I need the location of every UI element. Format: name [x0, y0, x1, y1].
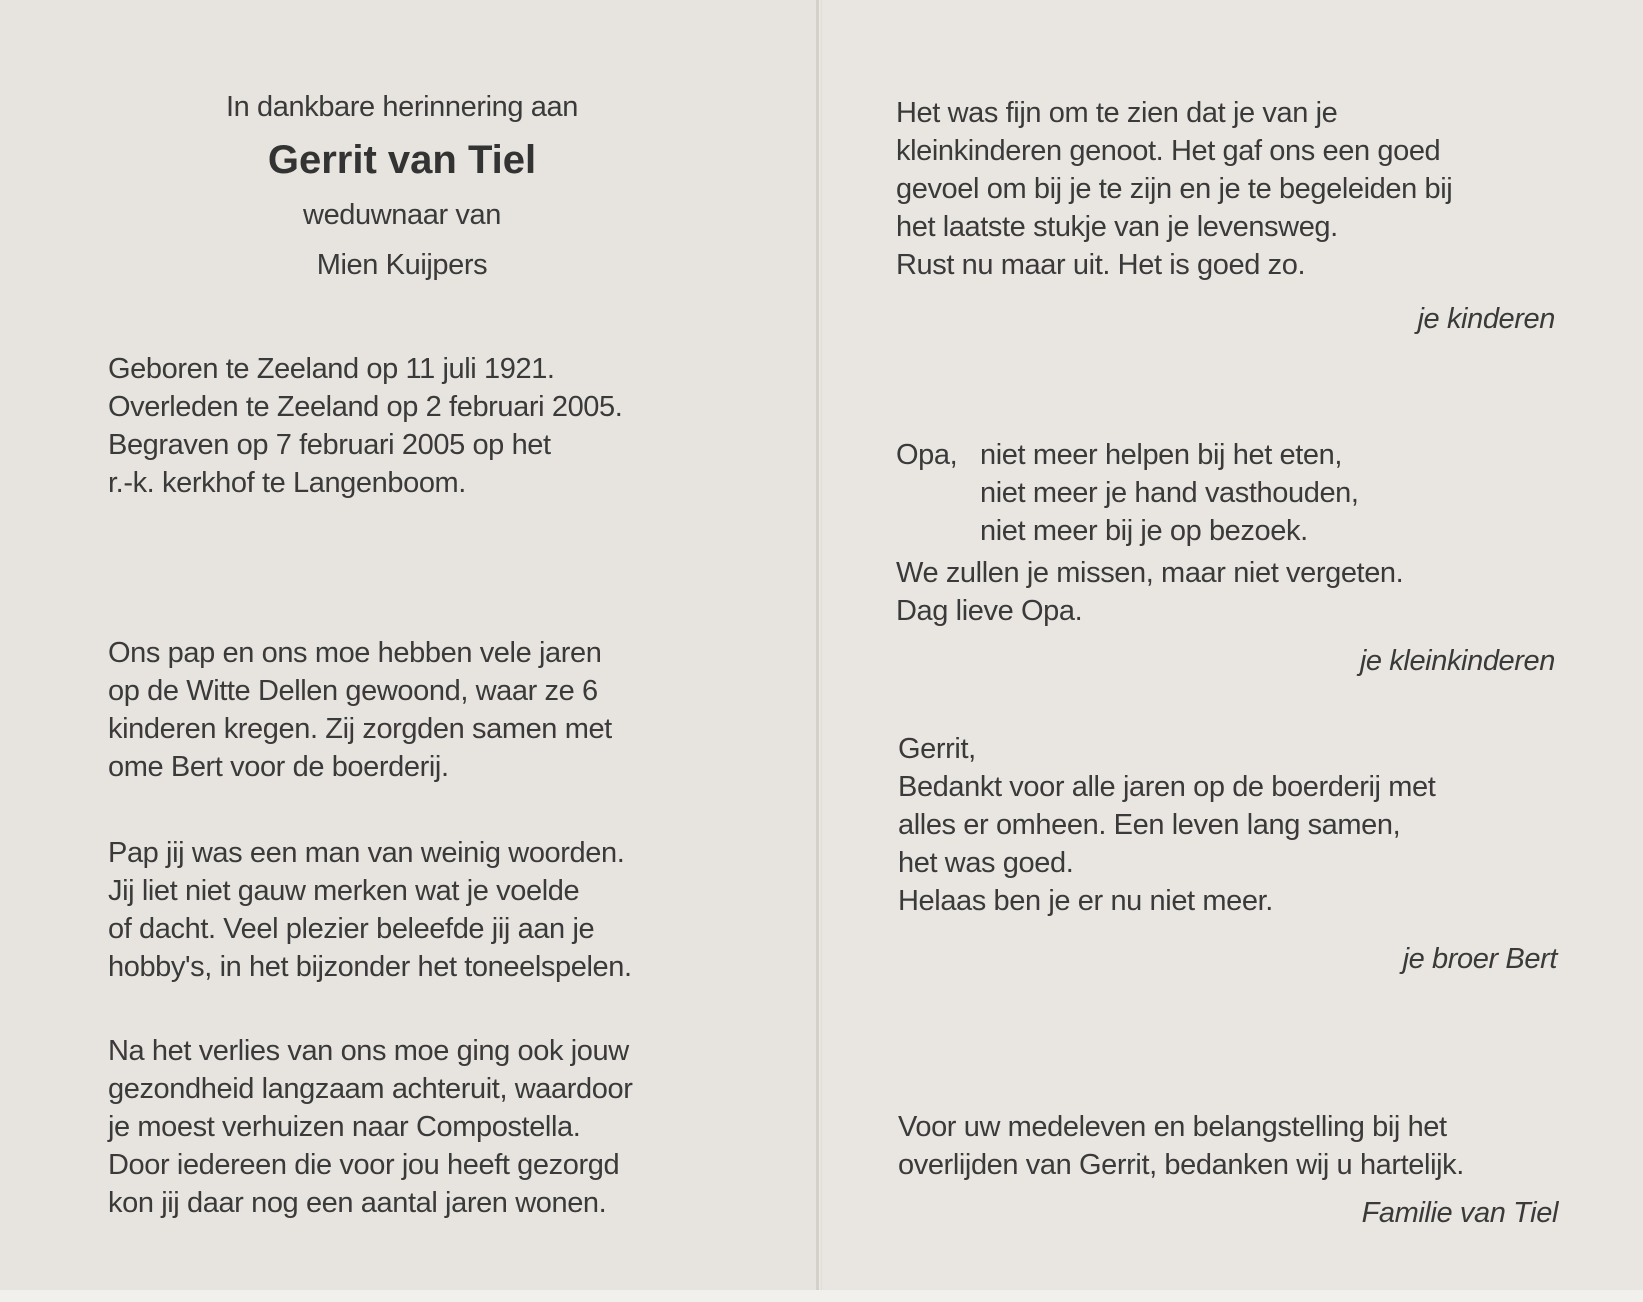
- grandchildren-message: [980, 436, 1359, 550]
- text-line: Pap jij was een man van weinig woorden.: [108, 837, 625, 869]
- text-line: kleinkinderen genoot. Het gaf ons een goed: [896, 135, 1441, 167]
- text-line: het laatste stukje van je levensweg.: [896, 211, 1338, 243]
- family-signature: Familie van Tiel: [1361, 1197, 1558, 1229]
- children-signature: je kinderen: [1417, 303, 1555, 335]
- brother-signature: je broer Bert: [1402, 943, 1557, 975]
- text-line: Bedankt voor alle jaren op de boerderij met: [898, 771, 1436, 803]
- paragraph-farm: [108, 634, 612, 786]
- text-line: niet meer bij je op bezoek.: [980, 515, 1308, 547]
- text-line: Gerrit,: [898, 733, 976, 765]
- text-line: hobby's, in het bijzonder het toneelspelen.: [108, 951, 632, 983]
- paragraph-health: [108, 1032, 632, 1222]
- text-line: We zullen je missen, maar niet vergeten.: [896, 557, 1404, 589]
- text-line: Voor uw medeleven en belangstelling bij het: [898, 1111, 1447, 1143]
- text-line: Dag lieve Opa.: [896, 595, 1083, 627]
- heading: In dankbare herinnering aan: [226, 91, 578, 123]
- text-line: Na het verlies van ons moe ging ook jouw: [108, 1035, 629, 1067]
- text-line: gezondheid langzaam achteruit, waardoor: [108, 1073, 633, 1105]
- dates-line: Begraven op 7 februari 2005 op het: [108, 429, 551, 461]
- text-line: Rust nu maar uit. Het is goed zo.: [896, 249, 1306, 281]
- grandchildren-signature: je kleinkinderen: [1359, 645, 1555, 677]
- text-line: Door iedereen die voor jou heeft gezorgd: [108, 1149, 620, 1181]
- text-line: niet meer helpen bij het eten,: [980, 439, 1343, 471]
- grandchildren-opa: Opa,: [896, 439, 958, 471]
- text-line: Ons pap en ons moe hebben vele jaren: [108, 637, 602, 669]
- text-line: Het was fijn om te zien dat je van je: [896, 97, 1338, 129]
- text-line: het was goed.: [898, 847, 1074, 879]
- text-line: Jij liet niet gauw merken wat je voelde: [108, 875, 580, 907]
- text-line: op de Witte Dellen gewoond, waar ze 6: [108, 675, 598, 707]
- text-line: gevoel om bij je te zijn en je te begeleiden bij: [896, 173, 1453, 205]
- deceased-name: Gerrit van Tiel: [267, 138, 537, 182]
- text-line: alles er omheen. Een leven lang samen,: [898, 809, 1401, 841]
- text-line: je moest verhuizen naar Compostella.: [108, 1111, 581, 1143]
- text-line: Helaas ben je er nu niet meer.: [898, 885, 1273, 917]
- dates-line: r.-k. kerkhof te Langenboom.: [108, 467, 466, 499]
- text-line: kon jij daar nog een aantal jaren wonen.: [108, 1187, 607, 1219]
- spouse-name: Mien Kuijpers: [316, 249, 488, 281]
- dates-line: Overleden te Zeeland op 2 februari 2005.: [108, 391, 623, 423]
- dates-block: [108, 350, 622, 502]
- text-line: niet meer je hand vasthouden,: [980, 477, 1359, 509]
- card-bottom-edge: [0, 1290, 1643, 1302]
- text-line: ome Bert voor de boerderij.: [108, 751, 449, 783]
- widower-line: weduwnaar van: [303, 199, 501, 231]
- text-line: overlijden van Gerrit, bedanken wij u hartelijk.: [898, 1149, 1464, 1181]
- grandchildren-closing: [896, 554, 1403, 630]
- text-line: kinderen kregen. Zij zorgden samen met: [108, 713, 612, 745]
- dates-line: Geboren te Zeeland op 11 juli 1921.: [108, 353, 555, 385]
- children-message: [896, 94, 1452, 284]
- text-line: of dacht. Veel plezier beleefde jij aan je: [108, 913, 595, 945]
- thanks-message: [898, 1108, 1464, 1184]
- paragraph-character: [108, 834, 632, 986]
- brother-message: [898, 730, 1435, 920]
- card-fold: [816, 0, 822, 1302]
